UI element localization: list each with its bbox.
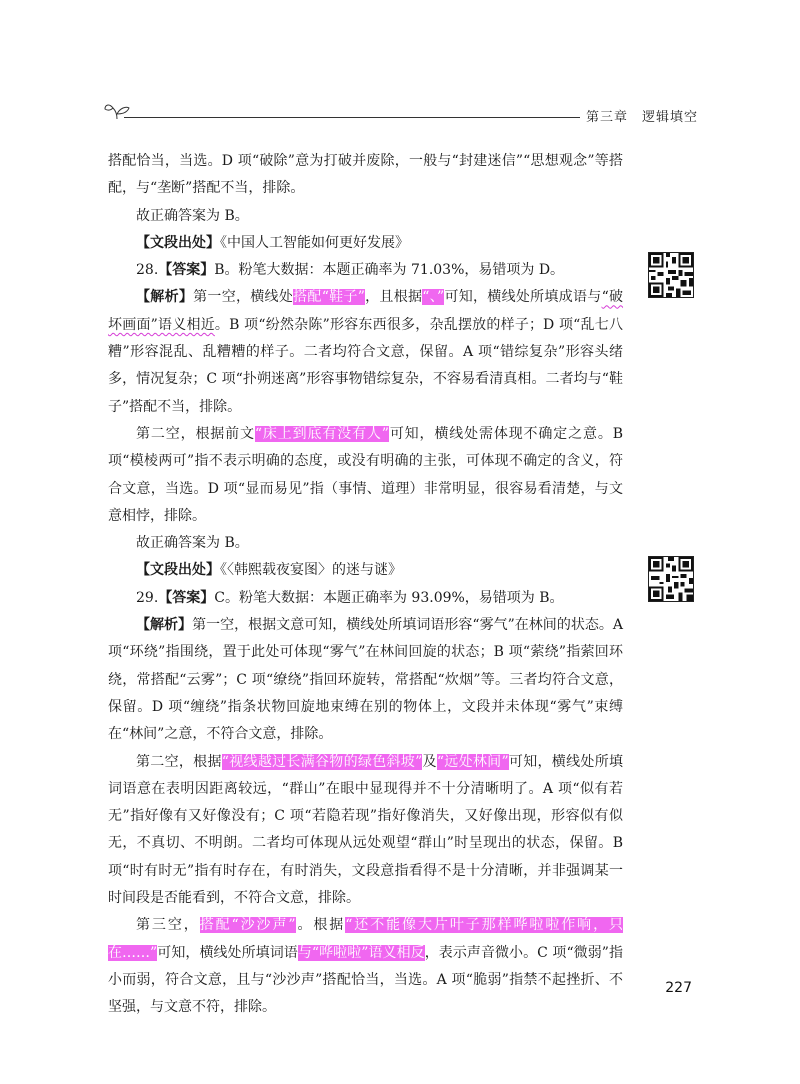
text-run: 。B 项“纷然杂陈”形容东西很多，杂乱摆放的样子；D 项“乱七八糟”形容混乱、乱糟糟的样子。二者均符合文意，保留。A 项“错综复杂”形容头绪多，情况复杂；C 项“扑朔迷离”形容事物错综复杂，不容易看清真相。二者均与“鞋子”搭配不当，排除。 [108, 316, 623, 415]
analysis-label: 【解析】 [136, 289, 194, 306]
text-run: ，且根据 [364, 289, 423, 306]
wavy-underline: “破坏画面”语义相近 [108, 289, 624, 333]
text-run: 可知，横线处所填词语 [157, 944, 298, 961]
highlight: “床上到底有没有人” [254, 425, 389, 442]
analysis-paragraph [108, 612, 623, 748]
source-line [108, 230, 623, 257]
answer-text: B。粉笔大数据：本题正确率为 71.03%，易错项为 D。 [214, 262, 565, 279]
page-number: 227 [665, 980, 692, 996]
highlight: 搭配“鞋子” [293, 289, 365, 306]
highlight: 与“哗啦啦”语义相反 [297, 944, 425, 961]
text-run: 可知，横线处需体现不确定之意。B 项“模棱两可”指不表示明确的态度，或没有明确的主张，可体现不确定的含义，符合文意，当选。D 项“显而易见”指（事情、道理）非常明显，很容易看清楚，与文意相悖，排除。 [108, 425, 623, 524]
text-run: 第一空，横线处 [193, 289, 294, 306]
source-label: 【文段出处】 [136, 562, 220, 579]
text-run: 第一空，根据文意可知，横线处所填词语形容“雾气”在林间的状态。A 项“环绕”指围绕，置于此处可体现“雾气”在林间回旋的状态；B 项“萦绕”指萦回环绕，常搭配“云雾”；C 项“缭绕”指回环旋转，常搭配“炊烟”等。三者均符合文意，保留。D 项“缠绕”指条状物回旋地束缚在别的物体上，文段并未体现“雾气”束缚在“林间”之意，不符合文意，排除。 [108, 617, 623, 743]
question-number: 29. [136, 589, 159, 606]
analysis-paragraph [108, 912, 623, 1021]
highlight: “还不能像大片叶子那样哗啦啦作响，只在……” [108, 917, 624, 961]
analysis-paragraph [108, 284, 623, 420]
paragraph: 搭配恰当，当选。D 项“破除”意为打破并废除，一般与“封建迷信”“思想观念”等搭配，与“垄断”搭配不当，排除。 [108, 153, 623, 197]
text-run: 可知，横线处所填词语意在表明因距离较远，“群山”在眼中显现得并不十分清晰明了。A 项“似有若无”指好像有又好像没有；C 项“若隐若现”指好像消失，又好像出现，形容似有似无，不真切、不明朗。二者均可体现从远处观望“群山”时呈现出的状态，保留。B 项“时有时无”指有时存在，有时消失，文段意指看得不是十分清晰，并非强调某一时间段是否能看到，不符合文意，排除。 [108, 753, 623, 907]
answer-label: 【答案】 [158, 262, 215, 279]
source-title: 《中国人工智能如何更好发展》 [220, 234, 409, 251]
text-run: 第二空，根据前文 [136, 425, 255, 442]
highlight: “远处林间” [436, 753, 509, 770]
text-run: 第二空，根据 [136, 753, 222, 770]
text-run: ，表示声音微小。C 项“微弱”指小而弱，符合文意，且与“沙沙声”搭配恰当，当选。A 项“脆弱”指禁不起挫折、不坚强，与文意不符，排除。 [108, 944, 623, 1016]
chapter-title: 第三章 逻辑填空 [580, 106, 698, 125]
source-label: 【文段出处】 [136, 234, 220, 251]
source-line [108, 557, 623, 584]
main-text [108, 148, 623, 1022]
text-run: 。根据 [295, 917, 346, 934]
qr-code-icon[interactable] [648, 252, 694, 298]
highlight: 搭配“沙沙声” [199, 917, 296, 934]
text-run: 及 [422, 753, 437, 770]
answer-text: C。粉笔大数据：本题正确率为 93.09%，易错项为 B。 [214, 589, 564, 606]
page-header [100, 100, 698, 130]
analysis-label: 【解析】 [136, 617, 193, 634]
question-number: 28. [136, 262, 159, 279]
text-run: 第三空， [136, 917, 200, 934]
paragraph: 故正确答案为 B。 [136, 535, 249, 552]
paragraph: 故正确答案为 B。 [136, 207, 249, 224]
analysis-paragraph [108, 421, 623, 530]
answer-line [108, 257, 623, 284]
answer-line [108, 585, 623, 612]
highlight: “视线越过长满谷物的绿色斜坡” [221, 753, 423, 770]
highlight: “、” [422, 289, 445, 306]
qr-code-icon[interactable] [648, 556, 694, 602]
analysis-paragraph [108, 749, 623, 913]
source-title: 《〈韩熙载夜宴图〉的迷与谜》 [220, 562, 402, 579]
answer-label: 【答案】 [158, 589, 215, 606]
text-run: 可知，横线处所填成语与 [444, 289, 602, 306]
